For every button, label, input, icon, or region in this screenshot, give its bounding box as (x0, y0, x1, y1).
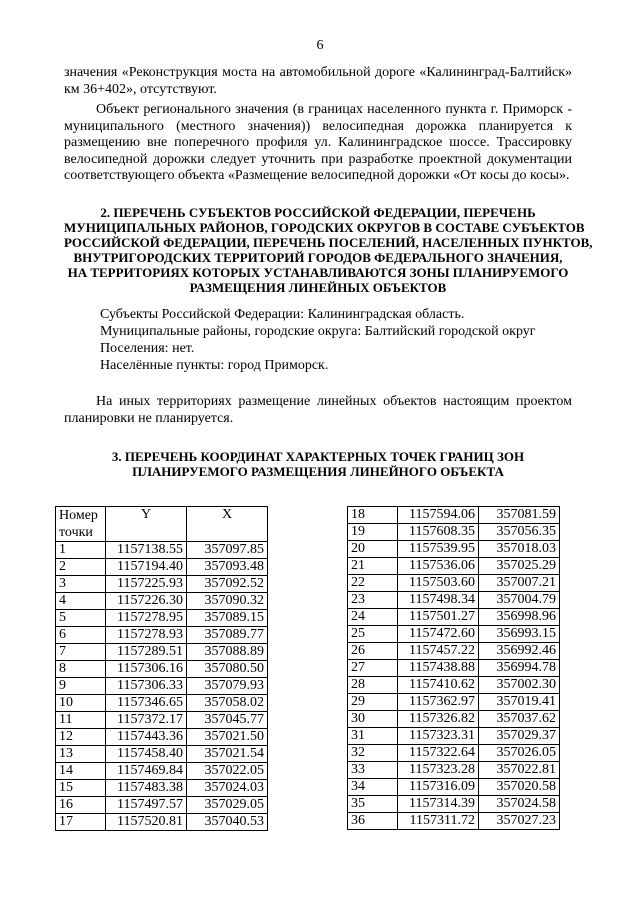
y-coordinate-cell: 1157472.60 (398, 626, 479, 643)
x-coordinate-cell: 357090.32 (187, 593, 268, 610)
table-row (56, 542, 268, 559)
y-coordinate-cell: 1157438.88 (398, 660, 479, 677)
x-coordinate-cell: 357056.35 (479, 524, 560, 541)
table-row (56, 644, 268, 661)
table-row (348, 660, 560, 677)
point-number-header-line: точки (59, 525, 93, 540)
point-number-cell: 32 (348, 745, 398, 762)
x-coordinate-cell: 357029.37 (479, 728, 560, 745)
point-number-cell: 6 (56, 627, 106, 644)
point-number-cell: 10 (56, 695, 106, 712)
table-row (348, 796, 560, 813)
table-row (56, 576, 268, 593)
point-number-cell: 24 (348, 609, 398, 626)
intro-line-2: км 36+402», отсутствуют. (64, 81, 217, 97)
intro-continuation (64, 65, 572, 98)
x-coordinate-cell: 357097.85 (187, 542, 268, 559)
table-row (56, 627, 268, 644)
table-row (348, 643, 560, 660)
point-number-cell: 29 (348, 694, 398, 711)
table-row (56, 695, 268, 712)
section-2-heading-line: МУНИЦИПАЛЬНЫХ РАЙОНОВ, ГОРОДСКИХ ОКРУГОВ В СОСТАВЕ СУБЪЕКТОВ (64, 220, 585, 235)
table-row (348, 558, 560, 575)
table-row (348, 575, 560, 592)
y-coordinate-cell: 1157536.06 (398, 558, 479, 575)
intro-line-1: значения «Реконструкция моста на автомобильной дороге «Калининград-Балтийск» (64, 65, 572, 80)
y-coordinate-cell: 1157138.55 (106, 542, 187, 559)
x-coordinate-cell: 357037.62 (479, 711, 560, 728)
x-coordinate-cell: 357045.77 (187, 712, 268, 729)
y-coordinate-cell: 1157410.62 (398, 677, 479, 694)
point-number-header (56, 507, 106, 542)
y-coordinate-cell: 1157311.72 (398, 813, 479, 830)
table-row (56, 712, 268, 729)
y-coordinate-cell: 1157226.30 (106, 593, 187, 610)
x-coordinate-cell: 357002.30 (479, 677, 560, 694)
territory-list (100, 306, 536, 374)
x-coordinate-cell: 357025.29 (479, 558, 560, 575)
table-row (56, 746, 268, 763)
point-number-cell: 11 (56, 712, 106, 729)
y-coordinate-cell: 1157278.95 (106, 610, 187, 627)
table-row (348, 813, 560, 830)
point-number-cell: 28 (348, 677, 398, 694)
table-header-row (56, 507, 268, 542)
x-header: X (187, 507, 268, 542)
point-number-cell: 14 (56, 763, 106, 780)
point-number-cell: 9 (56, 678, 106, 695)
point-number-cell: 4 (56, 593, 106, 610)
x-coordinate-cell: 357081.59 (479, 507, 560, 524)
point-number-cell: 5 (56, 610, 106, 627)
table-row (348, 524, 560, 541)
y-coordinate-cell: 1157443.36 (106, 729, 187, 746)
table-row (348, 609, 560, 626)
y-coordinate-cell: 1157346.65 (106, 695, 187, 712)
x-coordinate-cell: 357089.77 (187, 627, 268, 644)
y-coordinate-cell: 1157278.93 (106, 627, 187, 644)
point-number-cell: 16 (56, 797, 106, 814)
y-coordinate-cell: 1157520.81 (106, 814, 187, 831)
point-number-cell: 20 (348, 541, 398, 558)
table-row (348, 745, 560, 762)
table-row (56, 559, 268, 576)
y-coordinate-cell: 1157372.17 (106, 712, 187, 729)
x-coordinate-cell: 357021.54 (187, 746, 268, 763)
y-coordinate-cell: 1157323.31 (398, 728, 479, 745)
x-coordinate-cell: 357093.48 (187, 559, 268, 576)
bike-path-paragraph: Объект регионального значения (в границах населенного пункта г. Приморск - муниципального (местного значения)) велосипедная дорожка планируется к размещению вне поперечного профиля ул. Калининградское шоссе. Трассировку велосипедной дорожки следует уточнить при разработке проектной документации соответствующего объекта «Размещение велосипедной дорожки «От косы до косы». (64, 102, 572, 183)
x-coordinate-cell: 357079.93 (187, 678, 268, 695)
table-row (348, 677, 560, 694)
y-coordinate-cell: 1157539.95 (398, 541, 479, 558)
y-coordinate-cell: 1157314.39 (398, 796, 479, 813)
table-row (348, 626, 560, 643)
y-coordinate-cell: 1157225.93 (106, 576, 187, 593)
y-header: Y (106, 507, 187, 542)
point-number-header-line: Номер (59, 508, 98, 523)
x-coordinate-cell: 357092.52 (187, 576, 268, 593)
point-number-cell: 22 (348, 575, 398, 592)
table-row (348, 779, 560, 796)
page-number: 6 (316, 38, 324, 53)
x-coordinate-cell: 357040.53 (187, 814, 268, 831)
x-coordinate-cell: 357022.05 (187, 763, 268, 780)
section-2-heading-line: ВНУТРИГОРОДСКИХ ТЕРРИТОРИЙ ГОРОДОВ ФЕДЕРАЛЬНОГО ЗНАЧЕНИЯ, (73, 250, 563, 265)
y-coordinate-cell: 1157594.06 (398, 507, 479, 524)
section-3-heading-line: ПЛАНИРУЕМОГО РАЗМЕЩЕНИЯ ЛИНЕЙНОГО ОБЪЕКТА (132, 464, 504, 479)
table-row (56, 797, 268, 814)
point-number-cell: 21 (348, 558, 398, 575)
y-coordinate-cell: 1157306.16 (106, 661, 187, 678)
point-number-cell: 18 (348, 507, 398, 524)
x-coordinate-cell: 357088.89 (187, 644, 268, 661)
x-coordinate-cell: 357004.79 (479, 592, 560, 609)
x-coordinate-cell: 356998.96 (479, 609, 560, 626)
y-coordinate-cell: 1157503.60 (398, 575, 479, 592)
section-2-heading-line: НА ТЕРРИТОРИЯХ КОТОРЫХ УСТАНАВЛИВАЮТСЯ ЗОНЫ ПЛАНИРУЕМОГО (67, 265, 569, 280)
y-coordinate-cell: 1157362.97 (398, 694, 479, 711)
x-coordinate-cell: 357027.23 (479, 813, 560, 830)
point-number-cell: 2 (56, 559, 106, 576)
x-coordinate-cell: 357007.21 (479, 575, 560, 592)
point-number-cell: 35 (348, 796, 398, 813)
table-row (56, 780, 268, 797)
y-coordinate-cell: 1157457.22 (398, 643, 479, 660)
x-coordinate-cell: 357020.58 (479, 779, 560, 796)
table-row (56, 763, 268, 780)
x-coordinate-cell: 357021.50 (187, 729, 268, 746)
other-territories-paragraph: На иных территориях размещение линейных объектов настоящим проектом планировки не планируется. (64, 394, 572, 426)
table-row (56, 814, 268, 831)
table-row (348, 694, 560, 711)
localities-line: Населённые пункты: город Приморск. (100, 358, 329, 373)
x-coordinate-cell: 357058.02 (187, 695, 268, 712)
y-coordinate-cell: 1157469.84 (106, 763, 187, 780)
point-number-cell: 1 (56, 542, 106, 559)
table-row (56, 678, 268, 695)
y-coordinate-cell: 1157194.40 (106, 559, 187, 576)
y-coordinate-cell: 1157306.33 (106, 678, 187, 695)
x-coordinate-cell: 357026.05 (479, 745, 560, 762)
x-coordinate-cell: 357018.03 (479, 541, 560, 558)
x-coordinate-cell: 357024.03 (187, 780, 268, 797)
districts-line: Муниципальные районы, городские округа: Балтийский городской округ (100, 324, 536, 339)
point-number-cell: 25 (348, 626, 398, 643)
point-number-cell: 17 (56, 814, 106, 831)
y-coordinate-cell: 1157608.35 (398, 524, 479, 541)
y-coordinate-cell: 1157501.27 (398, 609, 479, 626)
x-coordinate-cell: 356994.78 (479, 660, 560, 677)
section-2-heading-line: РОССИЙСКОЙ ФЕДЕРАЦИИ, ПЕРЕЧЕНЬ ПОСЕЛЕНИЙ, НАСЕЛЕННЫХ ПУНКТОВ, (64, 235, 593, 250)
point-number-cell: 31 (348, 728, 398, 745)
point-number-cell: 15 (56, 780, 106, 797)
table-row (348, 762, 560, 779)
coordinates-table-left-body (56, 542, 268, 831)
point-number-cell: 34 (348, 779, 398, 796)
point-number-cell: 23 (348, 592, 398, 609)
point-number-cell: 13 (56, 746, 106, 763)
section-2-heading-line: РАЗМЕЩЕНИЯ ЛИНЕЙНЫХ ОБЪЕКТОВ (189, 280, 447, 295)
x-coordinate-cell: 357024.58 (479, 796, 560, 813)
section-2-heading (64, 205, 593, 295)
coordinates-table-right (347, 506, 560, 830)
table-row (348, 711, 560, 728)
x-coordinate-cell: 356993.15 (479, 626, 560, 643)
coordinates-table-right-body (348, 507, 560, 830)
coordinates-table-left (55, 506, 268, 831)
point-number-cell: 3 (56, 576, 106, 593)
table-row (56, 593, 268, 610)
table-row (348, 541, 560, 558)
y-coordinate-cell: 1157289.51 (106, 644, 187, 661)
table-row (348, 507, 560, 524)
x-coordinate-cell: 357029.05 (187, 797, 268, 814)
table-row (348, 592, 560, 609)
point-number-cell: 36 (348, 813, 398, 830)
x-coordinate-cell: 356992.46 (479, 643, 560, 660)
y-coordinate-cell: 1157497.57 (106, 797, 187, 814)
x-coordinate-cell: 357022.81 (479, 762, 560, 779)
section-2-heading-line: 2. ПЕРЕЧЕНЬ СУБЪЕКТОВ РОССИЙСКОЙ ФЕДЕРАЦИИ, ПЕРЕЧЕНЬ (100, 205, 536, 220)
point-number-cell: 8 (56, 661, 106, 678)
y-coordinate-cell: 1157326.82 (398, 711, 479, 728)
section-3-heading (64, 449, 572, 479)
y-coordinate-cell: 1157322.64 (398, 745, 479, 762)
y-coordinate-cell: 1157323.28 (398, 762, 479, 779)
y-coordinate-cell: 1157498.34 (398, 592, 479, 609)
point-number-cell: 30 (348, 711, 398, 728)
subjects-line: Субъекты Российской Федерации: Калининградская область. (100, 307, 465, 322)
x-coordinate-cell: 357019.41 (479, 694, 560, 711)
y-coordinate-cell: 1157483.38 (106, 780, 187, 797)
point-number-cell: 27 (348, 660, 398, 677)
table-row (348, 728, 560, 745)
x-coordinate-cell: 357089.15 (187, 610, 268, 627)
settlements-line: Поселения: нет. (100, 341, 195, 356)
y-coordinate-cell: 1157316.09 (398, 779, 479, 796)
point-number-cell: 12 (56, 729, 106, 746)
point-number-cell: 26 (348, 643, 398, 660)
section-3-heading-line: 3. ПЕРЕЧЕНЬ КООРДИНАТ ХАРАКТЕРНЫХ ТОЧЕК ГРАНИЦ ЗОН (111, 449, 525, 464)
point-number-cell: 33 (348, 762, 398, 779)
point-number-cell: 19 (348, 524, 398, 541)
table-row (56, 729, 268, 746)
x-coordinate-cell: 357080.50 (187, 661, 268, 678)
table-row (56, 610, 268, 627)
point-number-cell: 7 (56, 644, 106, 661)
table-row (56, 661, 268, 678)
y-coordinate-cell: 1157458.40 (106, 746, 187, 763)
